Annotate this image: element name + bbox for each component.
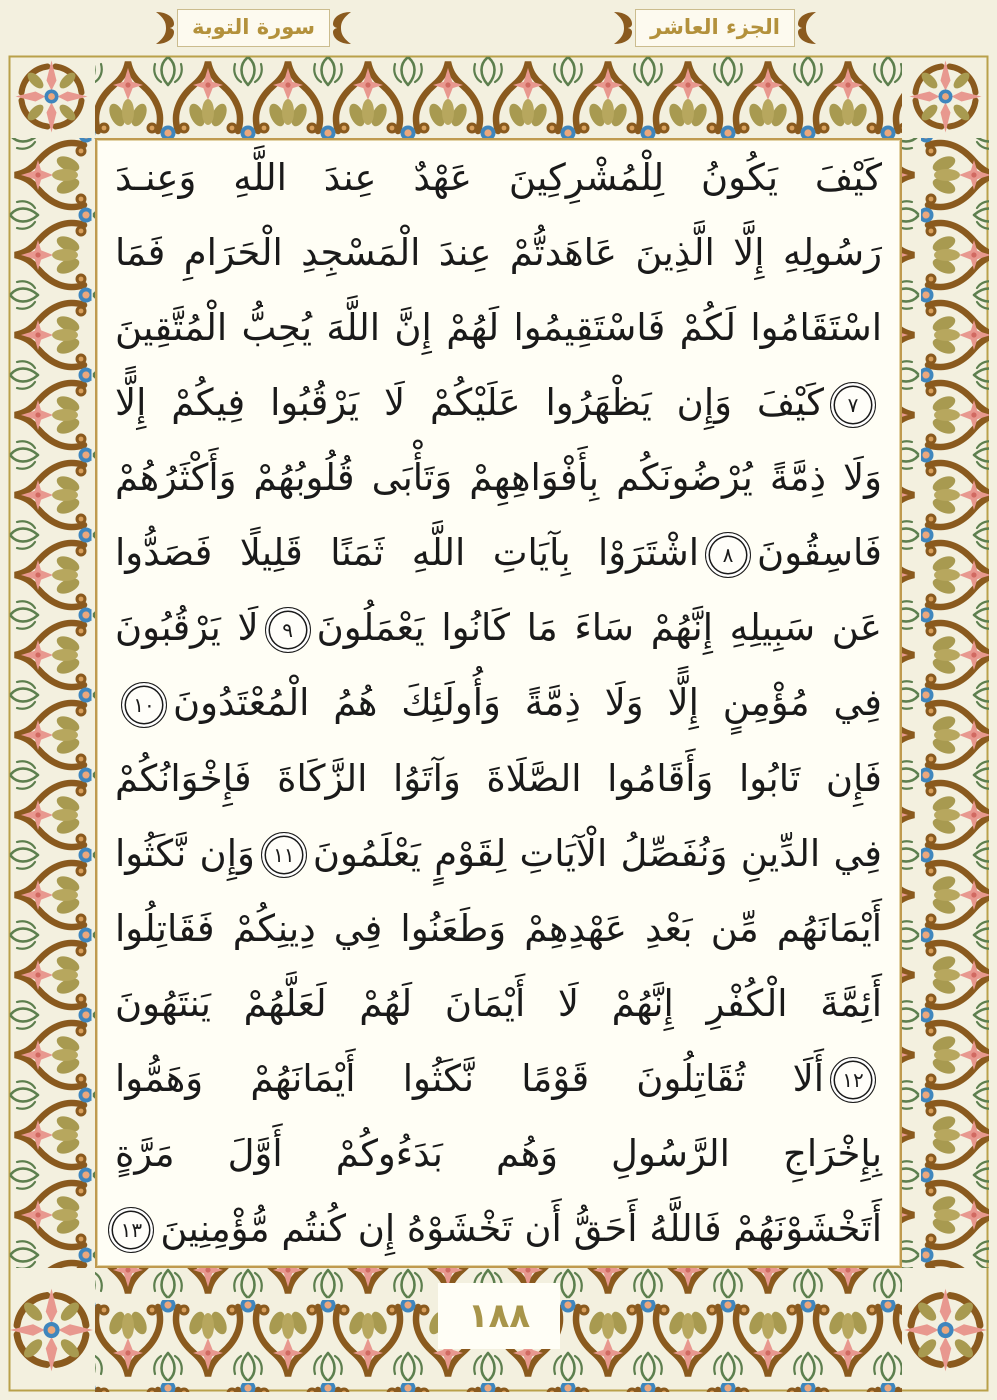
quran-line — [115, 892, 882, 965]
border-strip-left — [8, 138, 95, 1268]
corner-ornament — [10, 1289, 93, 1372]
border-strip-top — [95, 55, 902, 138]
quran-line — [115, 441, 882, 514]
verse-text: لَا يَرْقُبُونَ — [115, 606, 259, 650]
quran-line — [115, 666, 882, 739]
quran-line — [115, 291, 882, 364]
ayah-marker: ١١ — [261, 832, 307, 878]
surah-header — [155, 8, 352, 48]
verse-text: فَإِن تَابُوا وَأَقَامُوا الصَّلَاةَ وَآتَوُا الزَّكَاةَ فَإِخْوَانُكُمْ — [115, 756, 882, 800]
clasp-icon — [613, 9, 635, 47]
verse-text: اسْتَقَامُوا لَكُمْ فَاسْتَقِيمُوا لَهُمْ إِنَّ اللَّهَ يُحِبُّ الْمُتَّقِينَ — [115, 306, 882, 350]
verse-text: فِي مُؤْمِنٍ إِلًّا وَلَا ذِمَّةً وَأُولَئِكَ هُمُ الْمُعْتَدُونَ — [173, 681, 882, 725]
verse-text: أَلَا تُقَاتِلُونَ قَوْمًا نَّكَثُوا أَيْمَانَهُمْ وَهَمُّوا — [115, 1056, 824, 1100]
ayah-marker: ٨ — [705, 532, 751, 578]
page-number: ١٨٨ — [438, 1283, 560, 1349]
quran-line — [115, 516, 882, 589]
quran-line — [115, 141, 882, 214]
corner-ornament — [910, 61, 982, 133]
border-strip-right — [902, 138, 989, 1268]
verse-text: وَإِن نَّكَثُوا — [115, 831, 255, 875]
verse-text: وَلَا ذِمَّةً يُرْضُونَكُم بِأَفْوَاهِهِمْ وَتَأْبَى قُلُوبُهُمْ وَأَكْثَرُهُمْ — [115, 456, 882, 500]
verse-text: كَيْفَ يَكُونُ لِلْمُشْرِكِينَ عَهْدٌ عِندَ اللَّهِ وَعِنـدَ — [115, 156, 882, 200]
quran-line — [115, 817, 882, 890]
verse-text: فِي الدِّينِ وَنُفَصِّلُ الْآيَاتِ لِقَوْمٍ يَعْلَمُونَ — [312, 831, 882, 875]
ayah-marker: ١٣ — [108, 1207, 154, 1253]
quran-line — [115, 366, 882, 439]
juz-header — [613, 8, 817, 48]
corner-ornament — [16, 61, 88, 133]
clasp-icon — [155, 9, 177, 47]
ayah-marker: ١٢ — [830, 1057, 876, 1103]
ayah-marker: ٧ — [830, 382, 876, 428]
clasp-icon — [795, 9, 817, 47]
quran-line — [115, 1042, 882, 1115]
clasp-icon — [330, 9, 352, 47]
quran-line — [115, 742, 882, 815]
verse-text: بِإِخْرَاجِ الرَّسُولِ وَهُم بَدَءُوكُمْ أَوَّلَ مَرَّةٍ — [115, 1131, 882, 1175]
verse-text: أَتَخْشَوْنَهُمْ فَاللَّهُ أَحَقُّ أَن تَخْشَوْهُ إِن كُنتُم مُّؤْمِنِينَ — [160, 1206, 882, 1250]
quran-line — [115, 1117, 882, 1190]
verse-text: كَيْفَ وَإِن يَظْهَرُوا عَلَيْكُمْ لَا يَرْقُبُوا فِيكُمْ إِلًّا — [115, 381, 824, 425]
verse-text: أَئِمَّةَ الْكُفْرِ إِنَّهُمْ لَا أَيْمَانَ لَهُمْ لَعَلَّهُمْ يَنتَهُونَ — [115, 981, 882, 1025]
quran-line — [115, 216, 882, 289]
ayah-marker: ١٠ — [121, 682, 167, 728]
quran-line — [115, 967, 882, 1040]
quran-line — [115, 1192, 882, 1265]
ayah-marker: ٩ — [265, 607, 311, 653]
verse-text: فَاسِقُونَ — [757, 531, 882, 575]
quran-text — [95, 138, 902, 1268]
verse-text: اشْتَرَوْا بِآيَاتِ اللَّهِ ثَمَنًا قَلِيلًا فَصَدُّوا — [115, 531, 700, 575]
juz-label: الجزء العاشر — [635, 9, 795, 47]
verse-text: أَيْمَانَهُم مِّن بَعْدِ عَهْدِهِمْ وَطَعَنُوا فِي دِينِكُمْ فَقَاتِلُوا — [115, 906, 882, 950]
verse-text: عَن سَبِيلِهِ إِنَّهُمْ سَاءَ مَا كَانُوا يَعْمَلُونَ — [316, 606, 882, 650]
quran-line — [115, 591, 882, 664]
corner-ornament — [904, 1289, 987, 1372]
surah-name-label: سورة التوبة — [177, 9, 330, 47]
verse-text: رَسُولِهِ إِلَّا الَّذِينَ عَاهَدتُّمْ عِندَ الْمَسْجِدِ الْحَرَامِ فَمَا — [115, 231, 882, 275]
